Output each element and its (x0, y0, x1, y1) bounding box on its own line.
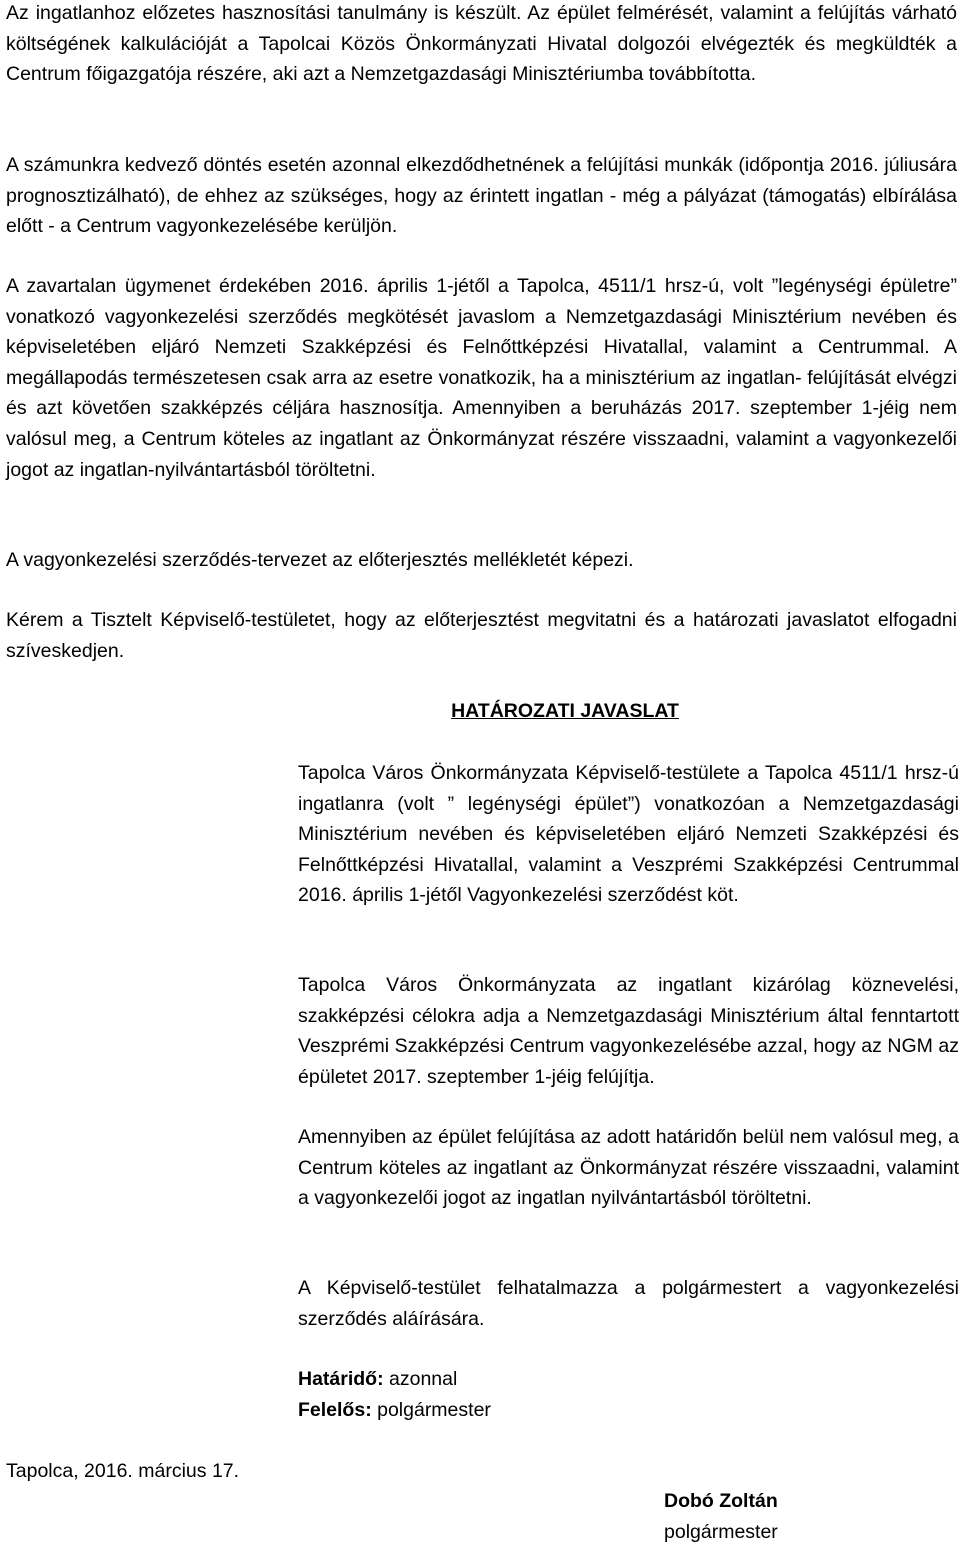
place-date: Tapolca, 2016. március 17. (6, 1460, 240, 1482)
resolution-deadline-block (298, 1364, 959, 1425)
resolution-paragraph-contract: Tapolca Város Önkormányzata Képviselő-testülete a Tapolca 4511/1 hrsz-ú ingatlanra (volt ” legénységi épület”) vonatkozóan a Nemzetgazdasági Minisztérium nevében és képviseletében eljáró Nemzeti Szakképzési és Felnőttképzési Hivatallal, valamint a Veszprémi Szakképzési Centrummal 2016. április 1-jétől Vagyonkezelési szerződést köt. (298, 762, 959, 907)
signer-title: polgármester (664, 1520, 778, 1543)
paragraph-smooth-procedure: A zavartalan ügymenet érdekében 2016. április 1-jétől a Tapolca, 4511/1 hrsz-ú, volt ”legénységi épületre” vonatkozó vagyonkezelési szerződés megkötését javaslom a Nemzetgazdasági Minisztérium nevében és képviseletében eljáró Nemzeti Szakképzési és Felnőttképzési Hivatallal, valamint a Centrummal. A megállapodás természetesen csak arra az esetre vonatkozik, ha a minisztérium az ingatlan- felújítását elvégzi és azt követően szakképzés céljára hasznosítja. Amennyiben a beruházás 2017. szeptember 1-jéig nem valósul meg, a Centrum köteles az ingatlant az Önkormányzat részére visszaadni, valamint a vagyonkezelői jogot az ingatlan-nyilvántartásból töröltetni. (6, 275, 957, 481)
resolution-paragraph-return: Amennyiben az épület felújítása az adott határidőn belül nem valósul meg, a Centrum köteles az ingatlant az Önkormányzat részére visszaadni, valamint a vagyonkezelői jogot az ingatlan nyilvántartásból töröltetni. (298, 1126, 959, 1210)
resolution-paragraph-authorization: A Képviselő-testület felhatalmazza a polgármestert a vagyonkezelési szerződés aláírására. (298, 1277, 959, 1330)
signer-name: Dobó Zoltán (664, 1490, 778, 1512)
responsible-label: Felelős: (298, 1398, 372, 1421)
deadline-label: Határidő: (298, 1368, 384, 1390)
paragraph-request: Kérem a Tisztelt Képviselő-testületet, hogy az előterjesztést megvitatni és a határozati javaslatot elfogadni szíveskedjen. (6, 609, 957, 662)
deadline-line (298, 1364, 959, 1395)
paragraph-favorable-decision: A számunkra kedvező döntés esetén azonnal elkezdődhetnének a felújítási munkák (időpontja 2016. júliusára prognosztizálható), de ehhez az szükséges, hogy az érintett ingatlan - még a pályázat (támogatás) elbírálása előtt - a Centrum vagyonkezelésébe kerüljön. (6, 154, 957, 238)
paragraph-feasibility-study: Az ingatlanhoz előzetes hasznosítási tanulmány is készült. Az épület felmérését, valamint a felújítás várható költségének kalkulációját a Tapolcai Közös Önkormányzati Hivatal dolgozói elvégezték és megküldték a Centrum főigazgatója részére, aki azt a Nemzetgazdasági Minisztériumba továbbította. (6, 2, 957, 86)
resolution-heading: HATÁROZATI JAVASLAT (451, 700, 679, 722)
resolution-paragraph-purpose: Tapolca Város Önkormányzata az ingatlant kizárólag köznevelési, szakképzési célokra adja a Nemzetgazdasági Minisztérium által fenntartott Veszprémi Szakképzési Centrum vagyonkezelésébe azzal, hogy az NGM az épületet 2017. szeptember 1-jéig felújítja. (298, 974, 959, 1088)
responsible-line (298, 1395, 959, 1426)
paragraph-draft-attachment: A vagyonkezelési szerződés-tervezet az előterjesztés mellékletét képezi. (6, 549, 634, 571)
responsible-value: polgármester (371, 1398, 491, 1421)
deadline-value: azonnal (383, 1368, 458, 1390)
signature-block (664, 1486, 778, 1547)
